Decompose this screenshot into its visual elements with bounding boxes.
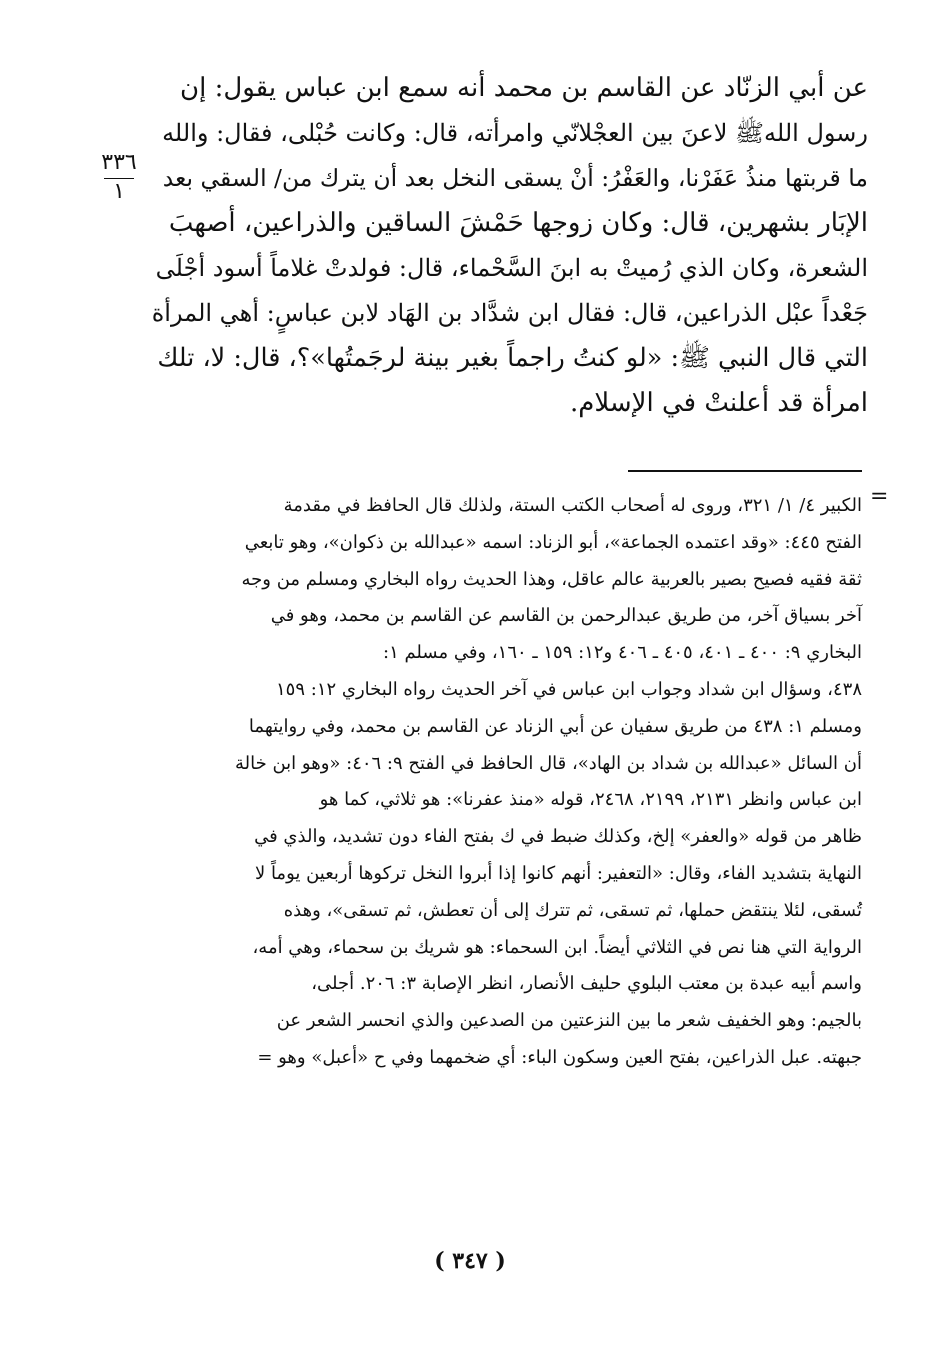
main-text-line: رسول اللهﷺ لاعنَ بين العجْلانّي وامرأته، قال: وكانت حُبْلى، فقال: والله [162, 119, 868, 147]
main-text-line: التي قال النبي ﷺ: «لو كنتُ راجماً بغير بينة لرجَمتُها»؟، قال: لا، تلك [157, 343, 868, 373]
footnote-line: واسم أبيه عبدة بن معتب البلوي حليف الأنصار، انظر الإصابة ٣: ٢٠٦. أجلى، [311, 973, 862, 995]
footnote-line: الفتح ٤٤٥: «وقد اعتمده الجماعة»، أبو الزناد: اسمه «عبدالله بن ذكوان»، وهو تابعي [244, 531, 862, 553]
footnote-line: أن السائل «عبدالله بن شداد بن الهاد»، قال الحافظ في الفتح ٩: ٤٠٦: «وهو ابن خالة [235, 752, 862, 774]
footnote-line: بالجيم: وهو الخفيف شعر ما بين النزعتين من الصدعين والذي انحسر الشعر عن [276, 1010, 862, 1032]
main-text [150, 66, 868, 426]
footnote-line: الرواية التي هنا نص في الثلاثي أيضاً. ابن السحماء: هو شريك بن سحماء، وهي أمه، [252, 936, 862, 958]
margin-reference-part: ١ [113, 179, 125, 204]
main-text-line: امرأة قد أعلنتْ في الإسلام. [569, 388, 868, 418]
footnote-line: ابن عباس وانظر ٢١٣١، ٢١٩٩، ٢٤٦٨، قوله «منذ عفرنا»: هو ثلاثي، كما هو [319, 789, 862, 811]
footnote-line: ظاهر من قوله «والعفر» إلخ، وكذلك ضبط في ك بفتح الفاء دون تشديد، والذي في [254, 826, 862, 848]
footnote-line: جبهته. عبل الذراعين، بفتح العين وسكون الباء: أي ضخمهما وفي ح «أعبل» وهو = [257, 1046, 862, 1068]
footnote-line: ٤٣٨، وسؤال ابن شداد وجواب ابن عباس في آخر الحديث رواه البخاري ١٢: ١٥٩ [276, 678, 862, 700]
main-text-line: ما قربتها منذُ عَفَرْنا، والعَفْرُ: أنْ يسقى النخل بعد أن يترك من/ السقي بعد [162, 164, 868, 192]
footnote-line: الكبير ٤/ ١/ ٣٢١، وروى له أصحاب الكتب الستة، ولذلك قال الحافظ في مقدمة [283, 495, 862, 516]
margin-reference-page: ٣٣٦ [101, 150, 137, 175]
footnote-line: تُسقى، لئلا ينتقض حملها، ثم تسقى، ثم تترك إلى أن تعطش، ثم تسقى»، وهذه [283, 899, 862, 921]
margin-reference [94, 152, 144, 203]
main-text-line: الشعرة، وكان الذي رُميتْ به ابنَ السَّحْماء، قال: فولدتْ غلاماً أسود أجْلَى [155, 254, 868, 282]
main-text-line: عن أبي الزنّاد عن القاسم بن محمد أنه سمع ابن عباس يقول: إن [180, 73, 868, 103]
footnote-line: النهاية بتشديد الفاء، وقال: «التعفير: أنهم كانوا إذا أبروا النخل تركوها أربعين يوماً لا [254, 862, 862, 884]
footnote-line: ثقة فقيه فصيح بصير بالعربية عالم عاقل، وهذا الحديث رواه البخاري ومسلم من وجه [241, 568, 862, 590]
footnote-continuation-mark: = [870, 484, 889, 509]
page-number: ( ٣٤٧ ) [434, 1248, 506, 1274]
footnote-line: البخاري ٩: ٤٠٠ ـ ٤٠١، ٤٠٥ ـ ٤٠٦ و١٢: ١٥٩ ـ ١٦٠، وفي مسلم ١: [382, 642, 862, 664]
footnote [158, 488, 862, 1077]
main-text-line: جَعْداً عبْل الذراعين، قال: فقال ابن شدَّاد بن الهَاد لابن عباسٍ: أهي المرأة [151, 299, 868, 327]
footnote-line: ومسلم ١: ٤٣٨ من طريق سفيان عن أبي الزناد عن القاسم بن محمد، وفي روايتهما [248, 715, 862, 737]
footnote-line: آخر بسياق آخر، من طريق عبدالرحمن بن القاسم عن القاسم بن محمد، وهو في [270, 605, 862, 627]
footnote-divider [628, 470, 862, 472]
main-text-line: الإبَار بشهرين، قال: وكان زوجها حَمْشَ الساقين والذراعين، أصهبَ [168, 208, 868, 238]
